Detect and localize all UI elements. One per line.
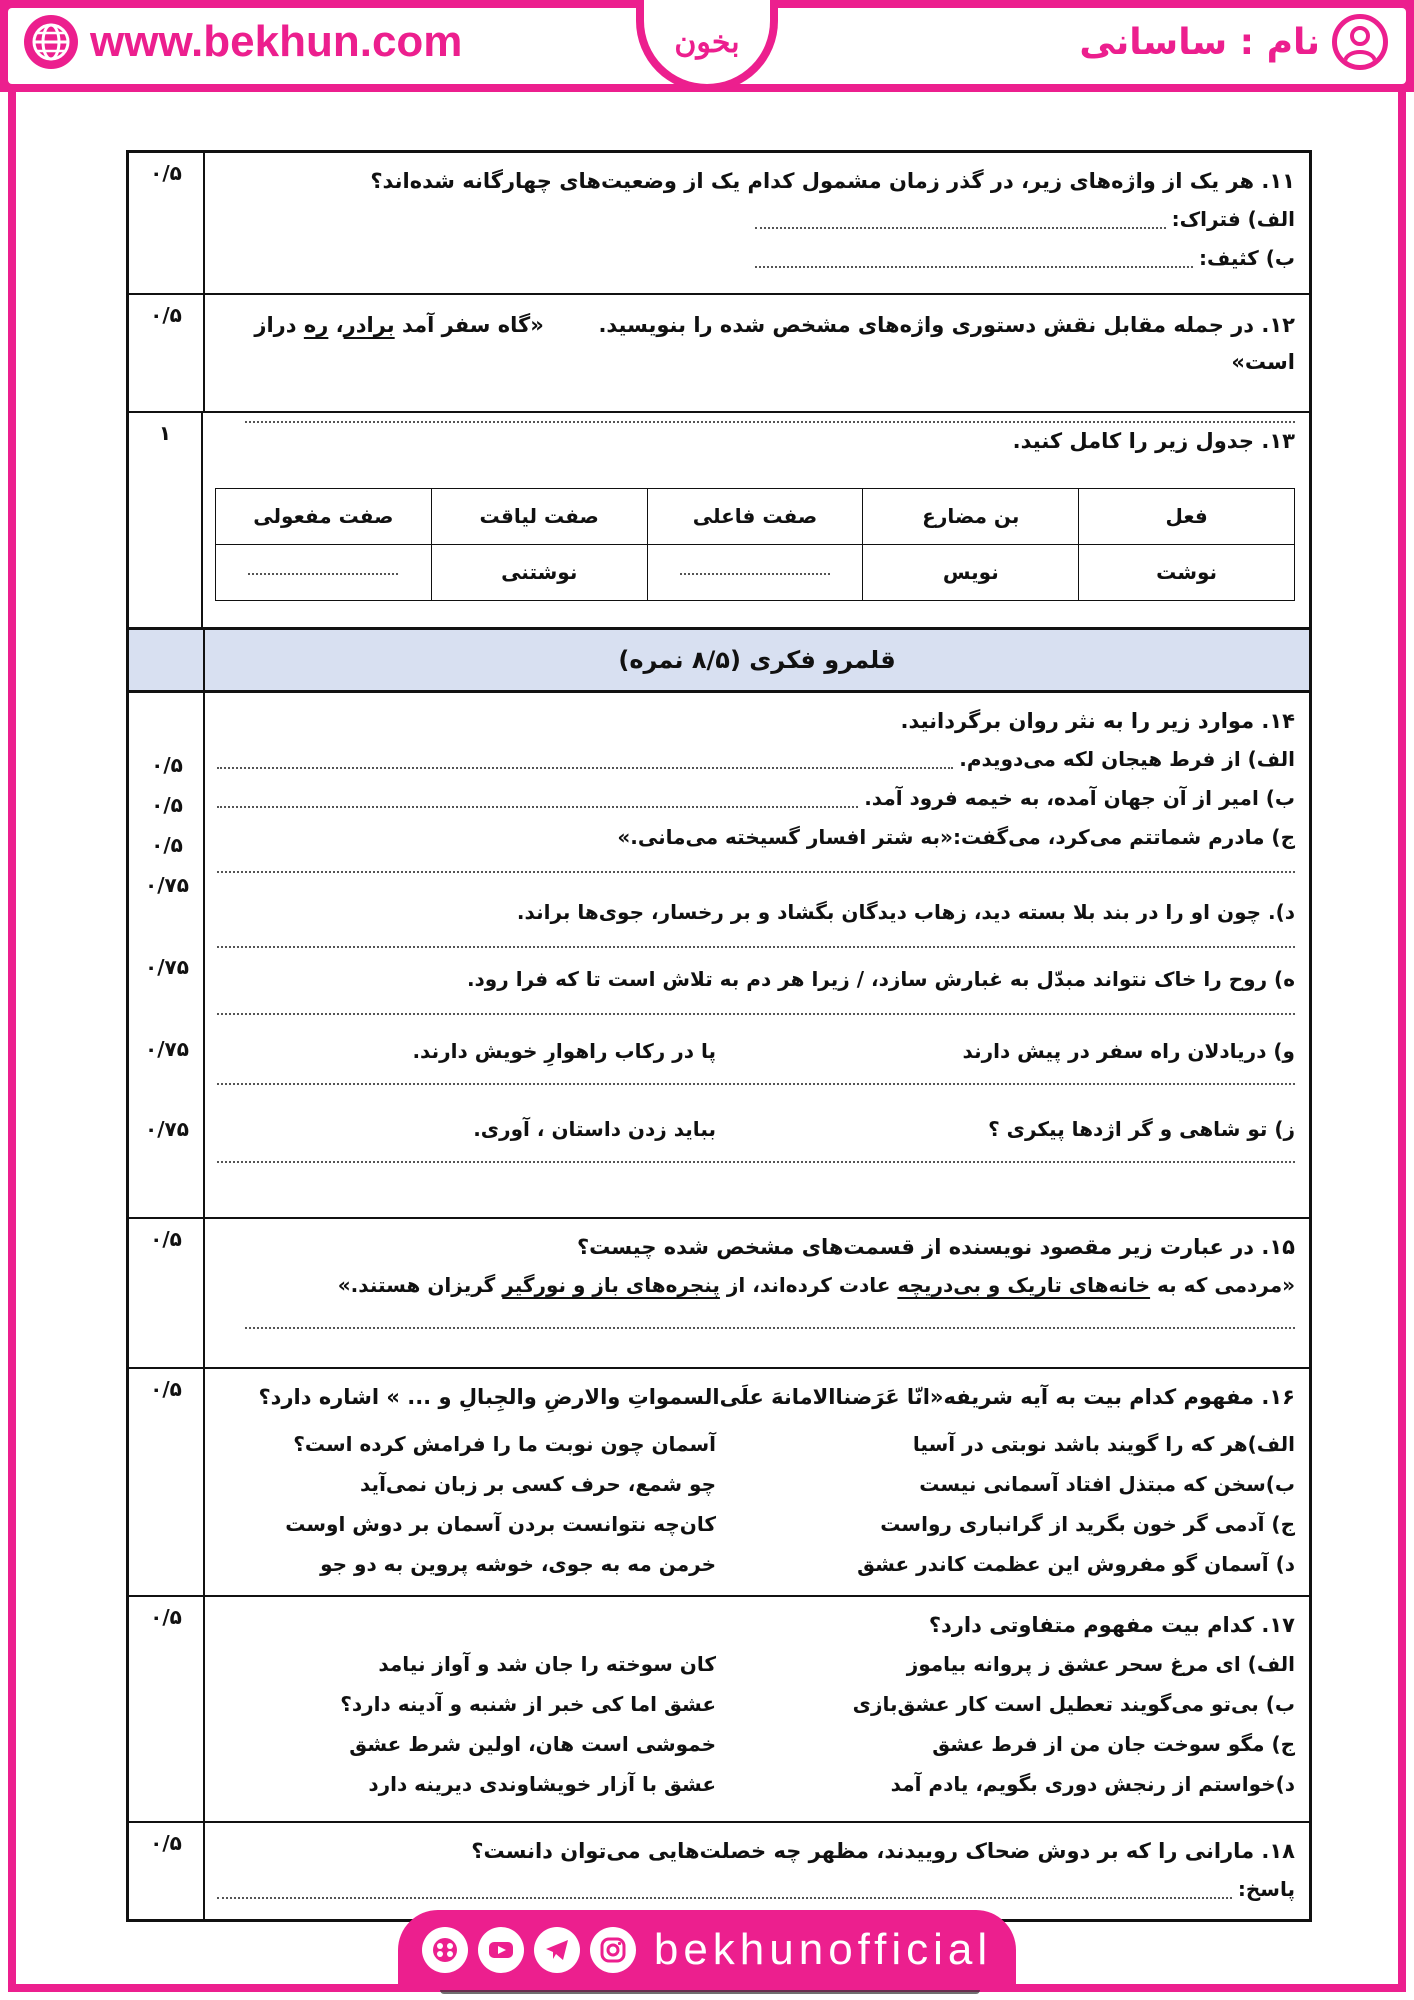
q14-a: الف) از فرط هیجان لکه می‌دویدم. — [959, 746, 1295, 771]
q14-score: ۰/۷۵ — [145, 873, 189, 897]
question-16 — [129, 1369, 1309, 1597]
q14-score: ۰/۷۵ — [145, 955, 189, 979]
q14-e-answer[interactable] — [217, 1013, 1295, 1015]
q14-c-answer[interactable] — [217, 871, 1295, 873]
question-12 — [129, 295, 1309, 413]
q14-score: ۰/۵ — [151, 793, 183, 817]
q11-text: ۱۱. هر یک از واژه‌های زیر، در گذر زمان مشمول کدام یک از وضعیت‌های چهارگانه شده‌اند؟ — [370, 169, 1295, 193]
q12-score: ۰/۵ — [129, 295, 205, 411]
q17-line: کان سوخته را جان شد و آواز نیامد — [378, 1651, 716, 1676]
q14-b-answer[interactable] — [217, 806, 858, 808]
q11-b: ب) کثیف: — [1199, 245, 1295, 270]
q14-scores — [129, 693, 205, 1217]
footer-handle[interactable]: bekhunofficial — [653, 1925, 993, 1974]
q15-s3: گریزان هستند.» — [337, 1272, 496, 1297]
q14-a-answer[interactable] — [217, 767, 953, 769]
q12-comma: ، — [335, 313, 344, 337]
q14-c: ج) مادرم شماتتم می‌کرد، می‌گفت:«به شتر افسار گسیخته می‌مانی.» — [617, 824, 1295, 849]
globe-icon — [24, 15, 78, 69]
website-link[interactable] — [24, 14, 462, 70]
aparat-icon[interactable] — [422, 1927, 468, 1973]
q13-text: ۱۳. جدول زیر را کامل کنید. — [1012, 429, 1295, 453]
q18-answer-label: پاسخ: — [1237, 1876, 1295, 1901]
question-13 — [129, 413, 1309, 627]
exam-table — [126, 150, 1312, 1922]
footer-social — [398, 1910, 1016, 1990]
q14-g-2: بباید زدن داستان ، آوری. — [473, 1116, 716, 1141]
q12-word-2: ره — [303, 313, 329, 337]
q17-score: ۰/۵ — [129, 1597, 205, 1821]
q16-line: آسمان چون نوبت ما را فرامش کرده است؟ — [293, 1431, 716, 1456]
logo-text: بخون — [674, 24, 740, 60]
q14-text: ۱۴. موارد زیر را به نثر روان برگردانید. — [900, 709, 1295, 733]
instagram-icon[interactable] — [590, 1927, 636, 1973]
q12-quote-start: «گاه سفر آمد — [401, 313, 544, 337]
q17-line: ب) بی‌تو می‌گویند تعطیل است کار عشق‌بازی — [852, 1691, 1295, 1716]
q16-line: د) آسمان گو مفروش این عظمت کاندر عشق — [857, 1551, 1295, 1576]
q17-line: خموشی است هان، اولین شرط عشق — [349, 1731, 716, 1756]
q12-text: ۱۲. در جمله مقابل نقش دستوری واژه‌های مشخص شده را بنویسید. — [598, 313, 1295, 337]
question-14 — [129, 693, 1309, 1219]
q15-score: ۰/۵ — [129, 1219, 205, 1367]
q16-line: چو شمع، حرف کسی بر زبان نمی‌آید — [360, 1471, 716, 1496]
q17-line: ج) مگو سوخت جان من از فرط عشق — [932, 1731, 1295, 1756]
website-url: www.bekhun.com — [90, 17, 463, 66]
q15-text: ۱۵. در عبارت زیر مقصود نویسنده از قسمت‌های مشخص شده چیست؟ — [576, 1235, 1295, 1259]
q18-score: ۰/۵ — [129, 1823, 205, 1919]
name-label: نام : ساسانی — [1079, 21, 1320, 63]
q14-g-answer[interactable] — [217, 1161, 1295, 1163]
q18-answer[interactable] — [217, 1897, 1232, 1899]
q14-score: ۰/۷۵ — [145, 1037, 189, 1061]
q14-g-1: ز) تو شاهی و گر اژدها پیکری ؟ — [988, 1116, 1295, 1141]
section-title: قلمرو فکری (۸/۵ نمره) — [618, 646, 896, 674]
q16-line: ب)سخن که مبتذل افتاد آسمانی نیست — [919, 1471, 1295, 1496]
q17-text: ۱۷. کدام بیت مفهوم متفاوتی دارد؟ — [928, 1613, 1295, 1637]
q14-f-answer[interactable] — [217, 1083, 1295, 1085]
verb-cell: نویس — [863, 544, 1079, 600]
section-header — [129, 627, 1309, 693]
question-11 — [129, 153, 1309, 295]
q14-score: ۰/۷۵ — [145, 1117, 189, 1141]
question-15 — [129, 1219, 1309, 1369]
q15-underline-2: پنجره‌های باز و نورگیر — [502, 1272, 720, 1297]
q14-f-1: و) دریادلان راه سفر در پیش دارند — [962, 1038, 1295, 1063]
q14-e: ه) روح را خاک نتواند مبدّل به غبارش سازد، / زیرا هر دم به تلاش است تا که فرا رود. — [466, 966, 1295, 991]
verb-blank[interactable] — [647, 544, 863, 600]
q11-a: الف) فتراک: — [1171, 206, 1295, 231]
question-17 — [129, 1597, 1309, 1823]
q17-line: عشق اما کی خبر از شنبه و آدینه دارد؟ — [340, 1691, 716, 1716]
q15-s2: عادت کرده‌اند، از — [726, 1272, 891, 1297]
verb-header: فعل — [1079, 488, 1295, 544]
q15-underline-1: خانه‌های تاریک و بی‌دریچه — [897, 1272, 1151, 1297]
q15-s1: «مردمی که به — [1157, 1272, 1295, 1297]
q14-d: د). چون او را در بند بلا بسته دید، زهاب دیدگان بگشاد و بر رخسار، جوی‌ها براند. — [516, 899, 1295, 924]
telegram-icon[interactable] — [534, 1927, 580, 1973]
q16-line: خرمن مه به جوی، خوشه پروین به دو جو — [320, 1551, 716, 1576]
q12-word-1: برادر — [343, 313, 395, 337]
verb-header: صفت مفعولی — [216, 488, 432, 544]
q17-line: الف) ای مرغ سحر عشق ز پروانه بیاموز — [906, 1651, 1295, 1676]
q16-line: الف)هر که را گویند باشد نوبتی در آسیا — [912, 1431, 1295, 1456]
verb-table — [215, 488, 1295, 601]
q17-line: عشق با آزار خویشاوندی دیرینه دارد — [368, 1771, 716, 1796]
q16-line: کان‌چه نتوانست بردن آسمان بر دوش اوست — [285, 1511, 716, 1536]
q14-score: ۰/۵ — [151, 833, 183, 857]
q11-score: ۰/۵ — [129, 153, 205, 293]
user-icon — [1332, 14, 1388, 70]
question-18 — [129, 1823, 1309, 1919]
verb-header: بن مضارع — [863, 488, 1079, 544]
q16-score: ۰/۵ — [129, 1369, 205, 1595]
q14-f-2: پا در رکاب راهوارِ خویش دارند. — [412, 1038, 716, 1063]
q14-d-answer[interactable] — [217, 946, 1295, 948]
q11-b-answer[interactable] — [755, 266, 1193, 268]
verb-blank[interactable] — [216, 544, 432, 600]
verb-cell: نوشت — [1079, 544, 1295, 600]
verb-header: صفت فاعلی — [647, 488, 863, 544]
q16-text: ۱۶. مفهوم کدام بیت به آیه شریفه«انّا عَرَضناالامانهَ علَی‌السمواتِ والارضِ والجِبالِ و ... » اشاره دارد؟ — [258, 1385, 1295, 1409]
q12-quote-end: دراز است» — [254, 313, 1295, 374]
student-name — [1079, 14, 1388, 70]
q14-score: ۰/۵ — [151, 753, 183, 777]
q18-text: ۱۸. مارانی را که بر دوش ضحاک روییدند، مظهر چه خصلت‌هایی می‌توان دانست؟ — [471, 1839, 1295, 1863]
q11-a-answer[interactable] — [755, 227, 1166, 229]
q16-line: ج) آدمی گر خون بگرید از گرانباری رواست — [880, 1511, 1295, 1536]
q17-line: د)خواستم از رنجش دوری بگویم، یادم آمد — [890, 1771, 1295, 1796]
q13-score: ۱ — [129, 413, 203, 627]
q15-answer[interactable] — [245, 1327, 1295, 1329]
verb-cell: نوشتنی — [431, 544, 647, 600]
youtube-icon[interactable] — [478, 1927, 524, 1973]
verb-header: صفت لیاقت — [431, 488, 647, 544]
q14-b: ب) امیر از آن جهان آمده، به خیمه فرود آمد. — [864, 785, 1295, 810]
